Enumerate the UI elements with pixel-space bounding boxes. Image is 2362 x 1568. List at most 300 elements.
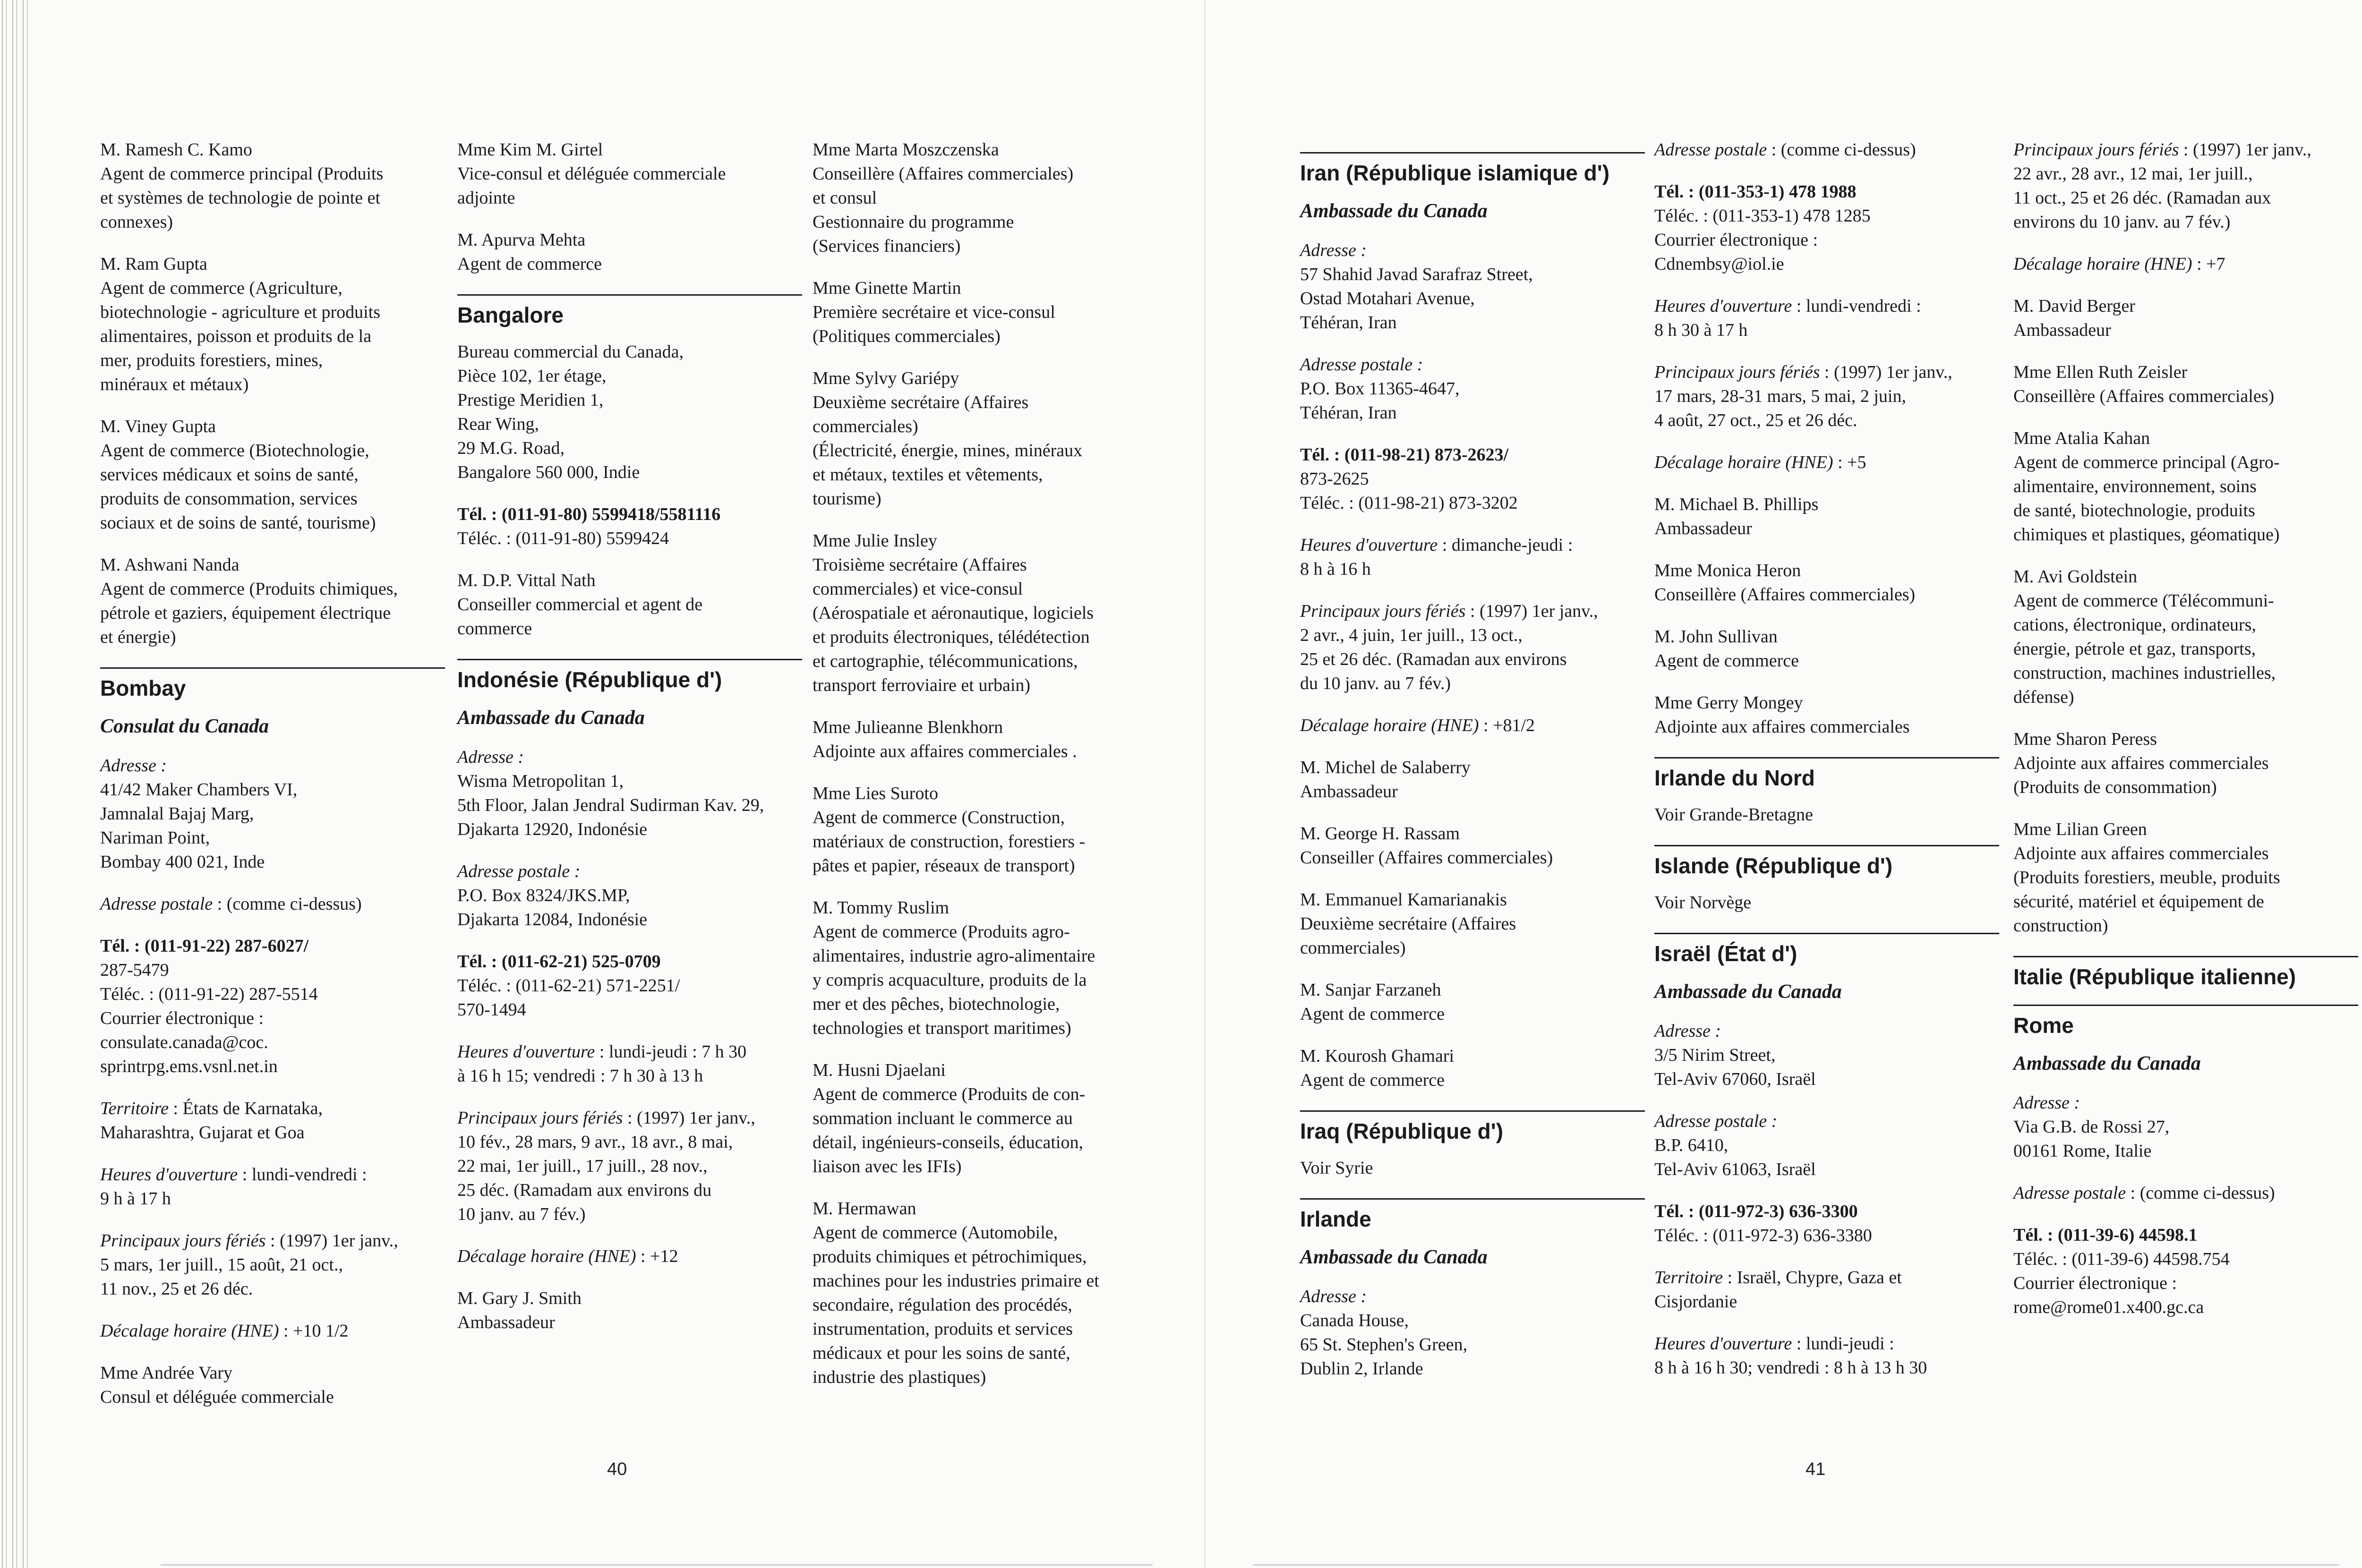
section-heading bbox=[457, 294, 802, 329]
entry-block bbox=[100, 138, 445, 234]
entry-text: et métaux, textiles et vêtements, bbox=[813, 465, 1043, 485]
entry-line bbox=[813, 210, 1157, 234]
entry-text: : (1997) 1er janv., bbox=[623, 1108, 755, 1128]
section-rule bbox=[2013, 1005, 2358, 1006]
entry-block bbox=[1300, 443, 1645, 515]
entry-line bbox=[2013, 727, 2358, 751]
entry-text: : (comme ci-dessus) bbox=[213, 894, 362, 914]
entry-text: Agent de commerce (Produits agro- bbox=[813, 922, 1070, 942]
entry-block bbox=[1300, 1285, 1645, 1381]
entry-line bbox=[813, 162, 1157, 186]
left-column-3 bbox=[813, 138, 1157, 1407]
entry-line bbox=[813, 553, 1157, 577]
entry-line bbox=[813, 234, 1157, 258]
entry-text: 10 janv. au 7 fév.) bbox=[457, 1204, 586, 1224]
entry-line bbox=[2013, 451, 2358, 475]
right-column-1 bbox=[1300, 138, 1645, 1399]
entry-block bbox=[1654, 1019, 1999, 1091]
entry-text: : (1997) 1er janv., bbox=[1820, 362, 1952, 382]
entry-block bbox=[1654, 803, 1999, 827]
entry-line bbox=[1300, 714, 1645, 738]
left-column-2 bbox=[457, 138, 802, 1353]
entry-line bbox=[100, 276, 445, 300]
entry-text: (Électricité, énergie, mines, minéraux bbox=[813, 441, 1083, 460]
entry-line bbox=[100, 850, 445, 874]
entry-text: Mme Lies Suroto bbox=[813, 784, 938, 803]
entry-line bbox=[1654, 891, 1999, 915]
entry-text: M. Gary J. Smith bbox=[457, 1288, 582, 1308]
entry-text: 9 h à 17 h bbox=[100, 1189, 171, 1209]
entry-block bbox=[2013, 138, 2358, 234]
entry-line bbox=[1654, 180, 1999, 204]
entry-line bbox=[2013, 499, 2358, 523]
entry-text: M. Michael B. Phillips bbox=[1654, 494, 1819, 514]
section-title: Indonésie (République d') bbox=[457, 667, 722, 692]
field-label: Adresse : bbox=[1300, 240, 1367, 260]
entry-line bbox=[2013, 685, 2358, 709]
entry-text: alimentaires, poisson et produits de la bbox=[100, 326, 372, 346]
entry-text: Tél. : (011-972-3) 636-3300 bbox=[1654, 1202, 1858, 1221]
entry-line bbox=[813, 1016, 1157, 1040]
section-title: Irlande bbox=[1300, 1207, 1371, 1231]
entry-line bbox=[2013, 565, 2358, 589]
entry-text: Agent de commerce (Construction, bbox=[813, 808, 1065, 827]
entry-text: Consul et déléguée commerciale bbox=[100, 1387, 334, 1407]
entry-line bbox=[457, 186, 802, 210]
entry-line bbox=[813, 1341, 1157, 1365]
entry-line bbox=[100, 934, 445, 958]
entry-text: sprintrpg.ems.vsnl.net.in bbox=[100, 1057, 278, 1076]
entry-line bbox=[2013, 523, 2358, 547]
entry-text: Gestionnaire du programme bbox=[813, 212, 1014, 232]
entry-line bbox=[813, 529, 1157, 553]
entry-text: Téhéran, Iran bbox=[1300, 313, 1397, 332]
entry-block bbox=[1300, 1156, 1645, 1180]
entry-text: Deuxième secrétaire (Affaires bbox=[1300, 914, 1516, 934]
entry-block bbox=[1654, 138, 1999, 162]
entry-text: Agent de commerce (Automobile, bbox=[813, 1223, 1058, 1243]
entry-line bbox=[813, 1197, 1157, 1221]
entry-line bbox=[1654, 493, 1999, 517]
entry-text: Agent de commerce bbox=[457, 254, 602, 274]
field-label: Adresse : bbox=[1300, 1287, 1367, 1306]
entry-text: Téléc. : (011-353-1) 478 1285 bbox=[1654, 206, 1871, 226]
entry-text: Adjointe aux affaires commerciales bbox=[1654, 717, 1910, 737]
entry-text: construction, machines industrielles, bbox=[2013, 663, 2276, 683]
section-rule bbox=[1300, 152, 1645, 153]
field-label: Adresse : bbox=[100, 756, 167, 775]
entry-text: machines pour les industries primaire et bbox=[813, 1271, 1099, 1291]
entry-block bbox=[457, 1244, 802, 1269]
entry-text: 287-5479 bbox=[100, 960, 169, 980]
entry-text: Prestige Meridien 1, bbox=[457, 390, 604, 410]
entry-text: M. Avi Goldstein bbox=[2013, 567, 2138, 587]
entry-line bbox=[457, 818, 802, 842]
entry-block bbox=[100, 1361, 445, 1409]
section-title: Rome bbox=[2013, 1013, 2074, 1038]
entry-text: : (1997) 1er janv., bbox=[1465, 601, 1598, 621]
entry-line bbox=[457, 162, 802, 186]
entry-line bbox=[1654, 384, 1999, 409]
entry-block bbox=[813, 366, 1157, 511]
entry-text: M. David Berger bbox=[2013, 296, 2135, 316]
entry-line bbox=[1300, 672, 1645, 696]
entry-text: 5th Floor, Jalan Jendral Sudirman Kav. 29, bbox=[457, 795, 764, 815]
entry-text: Bureau commercial du Canada, bbox=[457, 342, 684, 362]
entry-line bbox=[1300, 1156, 1645, 1180]
entry-block bbox=[813, 529, 1157, 698]
entry-line bbox=[100, 892, 445, 916]
entry-line bbox=[1300, 978, 1645, 1002]
entry-block bbox=[1654, 559, 1999, 607]
entry-text: Conseiller (Affaires commerciales) bbox=[1300, 848, 1553, 868]
entry-text: 8 h à 16 h 30; vendredi : 8 h à 13 h 30 bbox=[1654, 1358, 1927, 1378]
entry-block bbox=[457, 860, 802, 932]
entry-text: M. Ramesh C. Kamo bbox=[100, 140, 252, 160]
entry-line bbox=[2013, 775, 2358, 800]
entry-text: 00161 Rome, Italie bbox=[2013, 1141, 2152, 1161]
entry-line bbox=[2013, 384, 2358, 409]
entry-line bbox=[457, 1287, 802, 1311]
entry-line bbox=[1654, 649, 1999, 673]
section-rule bbox=[1654, 845, 1999, 846]
entry-block bbox=[457, 1287, 802, 1335]
entry-text: 22 avr., 28 avr., 12 mai, 1er juill., bbox=[2013, 164, 2253, 184]
entry-text: Cisjordanie bbox=[1654, 1292, 1737, 1312]
entry-line bbox=[813, 1107, 1157, 1131]
section-heading bbox=[2013, 956, 2358, 990]
entry-line bbox=[100, 601, 445, 625]
page-number-right: 41 bbox=[1806, 1459, 1826, 1479]
entry-line bbox=[1300, 846, 1645, 870]
entry-block bbox=[1300, 353, 1645, 425]
entry-text: Tél. : (011-353-1) 478 1988 bbox=[1654, 182, 1857, 202]
entry-line bbox=[1300, 1002, 1645, 1026]
entry-block bbox=[457, 745, 802, 842]
entry-block bbox=[100, 252, 445, 397]
entry-block bbox=[1300, 888, 1645, 960]
entry-text: liaison avec les IFIs) bbox=[813, 1157, 962, 1176]
entry-line bbox=[457, 1154, 802, 1178]
section-title: Italie (République italienne) bbox=[2013, 964, 2296, 989]
left-column-1 bbox=[100, 138, 445, 1427]
entry-line bbox=[100, 826, 445, 850]
entry-text: Courrier électronique : bbox=[1654, 230, 1818, 250]
entry-line bbox=[100, 210, 445, 234]
entry-text: M. Tommy Ruslim bbox=[813, 898, 950, 918]
entry-line bbox=[2013, 1223, 2358, 1247]
entry-block bbox=[1654, 180, 1999, 276]
entry-block bbox=[457, 569, 802, 641]
entry-line bbox=[813, 1293, 1157, 1317]
entry-text: et consul bbox=[813, 188, 877, 208]
entry-text: et produits électroniques, télédétection bbox=[813, 627, 1090, 647]
field-label: Adresse postale : bbox=[1300, 355, 1423, 375]
entry-text: transport ferroviaire et urbain) bbox=[813, 675, 1031, 695]
entry-line bbox=[1654, 138, 1999, 162]
entry-line bbox=[813, 1058, 1157, 1082]
entry-line bbox=[1654, 318, 1999, 342]
entry-text: Mme Sylvy Gariépy bbox=[813, 368, 959, 388]
entry-line bbox=[100, 1319, 445, 1343]
entry-text: secondaire, régulation des procédés, bbox=[813, 1295, 1072, 1315]
entry-line bbox=[813, 439, 1157, 463]
entry-line bbox=[2013, 637, 2358, 661]
entry-line bbox=[813, 1131, 1157, 1155]
entry-text: biotechnologie - agriculture et produits bbox=[100, 302, 381, 322]
entry-line bbox=[100, 1055, 445, 1079]
right-column-2 bbox=[1654, 138, 1999, 1398]
office-subheading: Consulat du Canada bbox=[100, 716, 269, 737]
entry-text: M. Sanjar Farzaneh bbox=[1300, 980, 1441, 1000]
entry-text: Mme Julieanne Blenkhorn bbox=[813, 717, 1003, 737]
entry-text: de santé, biotechnologie, produits bbox=[2013, 501, 2255, 520]
entry-text: Adjointe aux affaires commerciales . bbox=[813, 741, 1077, 761]
office-subheading: Ambassade du Canada bbox=[2013, 1053, 2201, 1074]
entry-text: Adjointe aux affaires commerciales bbox=[2013, 753, 2269, 773]
entry-text: : lundi-jeudi : 7 h 30 bbox=[595, 1042, 747, 1062]
entry-text: : +10 1/2 bbox=[279, 1321, 349, 1341]
entry-line bbox=[1300, 912, 1645, 936]
right-column-3 bbox=[2013, 138, 2358, 1338]
field-label: Heures d'ouverture bbox=[1300, 535, 1438, 555]
entry-text: Deuxième secrétaire (Affaires bbox=[813, 392, 1029, 412]
entry-line bbox=[1654, 559, 1999, 583]
section-heading bbox=[1300, 1110, 1645, 1145]
entry-line bbox=[457, 436, 802, 460]
entry-text: Bangalore 560 000, Indie bbox=[457, 462, 640, 482]
section-heading bbox=[1654, 845, 1999, 879]
entry-text: cations, électronique, ordinateurs, bbox=[2013, 615, 2256, 635]
entry-block bbox=[813, 276, 1157, 349]
entry-line bbox=[100, 511, 445, 535]
entry-line bbox=[457, 460, 802, 485]
entry-line bbox=[813, 896, 1157, 920]
entry-text: 57 Shahid Javad Sarafraz Street, bbox=[1300, 264, 1533, 284]
entry-text: défense) bbox=[2013, 687, 2074, 707]
entry-text: (Produits de consommation) bbox=[2013, 777, 2217, 797]
entry-block bbox=[1300, 714, 1645, 738]
office-subheading: Ambassade du Canada bbox=[457, 707, 645, 729]
entry-text: Canada House, bbox=[1300, 1311, 1409, 1330]
section-title: Bangalore bbox=[457, 303, 564, 327]
section-rule bbox=[1654, 933, 1999, 934]
entry-line bbox=[813, 1155, 1157, 1179]
entry-text: 8 h à 16 h bbox=[1300, 559, 1371, 579]
entry-line bbox=[100, 300, 445, 324]
entry-text: Bombay 400 021, Inde bbox=[100, 852, 265, 872]
entry-line bbox=[1300, 401, 1645, 425]
entry-line bbox=[1654, 1266, 1999, 1290]
entry-text: commerciales) bbox=[813, 417, 918, 436]
entry-line bbox=[2013, 914, 2358, 938]
entry-text: Téléc. : (011-972-3) 636-3380 bbox=[1654, 1226, 1872, 1245]
entry-text: M. Viney Gupta bbox=[100, 417, 216, 436]
entry-text: Mme Kim M. Girtel bbox=[457, 140, 603, 160]
entry-line bbox=[813, 186, 1157, 210]
section-rule bbox=[1300, 1110, 1645, 1112]
entry-text: M. Husni Djaelani bbox=[813, 1060, 946, 1080]
section-heading bbox=[1654, 933, 1999, 967]
entry-line bbox=[457, 1178, 802, 1202]
entry-line bbox=[2013, 294, 2358, 318]
entry-block bbox=[100, 754, 445, 874]
entry-block bbox=[100, 892, 445, 916]
entry-block bbox=[100, 934, 445, 1079]
entry-line bbox=[457, 1040, 802, 1064]
entry-text: environs du 10 janv. au 7 fév.) bbox=[2013, 212, 2231, 232]
entry-line bbox=[1654, 1224, 1999, 1248]
section-title: Irlande du Nord bbox=[1654, 766, 1815, 790]
entry-text: : +12 bbox=[636, 1246, 678, 1266]
entry-text: construction) bbox=[2013, 916, 2108, 936]
entry-line bbox=[813, 968, 1157, 992]
entry-text: Agent de commerce (Biotechnologie, bbox=[100, 441, 369, 460]
entry-line bbox=[100, 1121, 445, 1145]
entry-line bbox=[1654, 1356, 1999, 1380]
entry-block bbox=[1300, 756, 1645, 804]
entry-text: y compris acquaculture, produits de la bbox=[813, 970, 1087, 990]
entry-line bbox=[100, 1097, 445, 1121]
entry-text: Dublin 2, Irlande bbox=[1300, 1359, 1423, 1379]
entry-text: et cartographie, télécommunications, bbox=[813, 651, 1078, 671]
entry-line bbox=[813, 1221, 1157, 1245]
entry-line bbox=[813, 716, 1157, 740]
entry-block bbox=[1654, 1332, 1999, 1380]
entry-text: 570-1494 bbox=[457, 1000, 526, 1020]
entry-text: Via G.B. de Rossi 27, bbox=[2013, 1117, 2170, 1137]
entry-line bbox=[813, 601, 1157, 625]
entry-line bbox=[100, 958, 445, 982]
entry-line bbox=[100, 186, 445, 210]
entry-line bbox=[813, 673, 1157, 698]
entry-text: Tél. : (011-39-6) 44598.1 bbox=[2013, 1225, 2198, 1245]
entry-line bbox=[2013, 589, 2358, 613]
entry-line bbox=[1300, 888, 1645, 912]
entry-text: : lundi-vendredi : bbox=[238, 1165, 367, 1185]
entry-line bbox=[100, 415, 445, 439]
entry-line bbox=[813, 577, 1157, 601]
field-label: Heures d'ouverture bbox=[1654, 296, 1792, 316]
scan-artifact-line bbox=[161, 1564, 1153, 1566]
entry-text: Agent de commerce (Produits de con- bbox=[813, 1084, 1086, 1104]
entry-line bbox=[100, 1253, 445, 1277]
entry-line bbox=[813, 649, 1157, 673]
entry-block bbox=[457, 1106, 802, 1227]
entry-text: pétrole et gaziers, équipement électrique bbox=[100, 603, 391, 623]
section-heading bbox=[2013, 1005, 2358, 1039]
entry-line bbox=[1654, 1158, 1999, 1182]
entry-line bbox=[813, 415, 1157, 439]
entry-line bbox=[100, 577, 445, 601]
entry-line bbox=[1300, 780, 1645, 804]
entry-text: Tél. : (011-91-22) 287-6027/ bbox=[100, 936, 309, 956]
entry-line bbox=[1654, 715, 1999, 739]
entry-text: (Aérospatiale et aéronautique, logiciels bbox=[813, 603, 1094, 623]
entry-line bbox=[1300, 467, 1645, 491]
entry-line bbox=[1300, 377, 1645, 401]
entry-text: Maharashtra, Gujarat et Goa bbox=[100, 1123, 305, 1142]
entry-block bbox=[2013, 565, 2358, 709]
entry-text: M. John Sullivan bbox=[1654, 627, 1778, 647]
entry-text: Ostad Motahari Avenue, bbox=[1300, 289, 1475, 308]
entry-text: produits de consommation, services bbox=[100, 489, 358, 509]
entry-text: rome@rome01.x400.gc.ca bbox=[2013, 1297, 2204, 1317]
field-label: Décalage horaire (HNE) bbox=[1300, 716, 1479, 735]
entry-text: Tel-Aviv 67060, Israël bbox=[1654, 1069, 1816, 1089]
entry-text: services médicaux et soins de santé, bbox=[100, 465, 359, 485]
entry-line bbox=[457, 569, 802, 593]
entry-text: M. Ashwani Nanda bbox=[100, 555, 240, 575]
entry-line bbox=[457, 503, 802, 527]
entry-block bbox=[813, 1058, 1157, 1179]
entry-line bbox=[100, 1385, 445, 1409]
entry-block bbox=[1654, 1200, 1999, 1248]
entry-line bbox=[1654, 1043, 1999, 1067]
page-number-left: 40 bbox=[607, 1459, 627, 1479]
field-label: Adresse postale : bbox=[1654, 1111, 1778, 1131]
entry-text: 873-2625 bbox=[1300, 469, 1369, 489]
entry-line bbox=[2013, 818, 2358, 842]
entry-line bbox=[1654, 294, 1999, 318]
entry-block bbox=[100, 1319, 445, 1343]
entry-text: 11 oct., 25 et 26 déc. (Ramadan aux bbox=[2013, 188, 2271, 208]
entry-block bbox=[1654, 1266, 1999, 1314]
section-heading bbox=[1300, 152, 1645, 187]
entry-line bbox=[457, 1106, 802, 1130]
entry-text: Djakarta 12920, Indonésie bbox=[457, 819, 648, 839]
entry-text: Agent de commerce bbox=[1654, 651, 1799, 671]
entry-text: (Politiques commerciales) bbox=[813, 326, 1001, 346]
section-title: Israël (État d') bbox=[1654, 941, 1797, 966]
entry-block bbox=[1654, 891, 1999, 915]
entry-text: Téléc. : (011-39-6) 44598.754 bbox=[2013, 1249, 2230, 1269]
entry-block bbox=[457, 340, 802, 485]
field-label: Territoire bbox=[100, 1099, 169, 1118]
entry-line bbox=[1300, 311, 1645, 335]
entry-text: P.O. Box 11365-4647, bbox=[1300, 379, 1460, 399]
entry-text: industrie des plastiques) bbox=[813, 1367, 986, 1387]
entry-text: commerciales) et vice-consul bbox=[813, 579, 1023, 599]
right-page bbox=[1206, 0, 2362, 1568]
entry-block bbox=[1300, 1044, 1645, 1092]
entry-block bbox=[1300, 599, 1645, 696]
entry-line bbox=[2013, 186, 2358, 210]
entry-text: M. Michel de Salaberry bbox=[1300, 758, 1471, 777]
entry-line bbox=[1654, 360, 1999, 384]
entry-text: Mme Marta Moszczenska bbox=[813, 140, 999, 160]
entry-text: Vice-consul et déléguée commerciale bbox=[457, 164, 726, 184]
entry-text: Troisième secrétaire (Affaires bbox=[813, 555, 1027, 575]
entry-text: (Services financiers) bbox=[813, 236, 961, 256]
entry-text: Conseillère (Affaires commerciales) bbox=[1654, 585, 1916, 605]
entry-block bbox=[2013, 360, 2358, 409]
entry-line bbox=[813, 1245, 1157, 1269]
entry-text: mer et des pêches, biotechnologie, bbox=[813, 994, 1060, 1014]
entry-text: : dimanche-jeudi : bbox=[1438, 535, 1573, 555]
entry-block bbox=[457, 950, 802, 1022]
entry-text: mer, produits forestiers, mines, bbox=[100, 350, 323, 370]
field-label: Principaux jours fériés bbox=[2013, 140, 2179, 160]
entry-block bbox=[813, 138, 1157, 258]
entry-line bbox=[1300, 648, 1645, 672]
entry-text: et systèmes de technologie de pointe et bbox=[100, 188, 381, 208]
entry-line bbox=[2013, 1247, 2358, 1271]
entry-line bbox=[1300, 1333, 1645, 1357]
entry-line bbox=[813, 944, 1157, 968]
entry-line bbox=[457, 1130, 802, 1154]
office-subheading: Ambassade du Canada bbox=[1300, 1246, 1488, 1268]
